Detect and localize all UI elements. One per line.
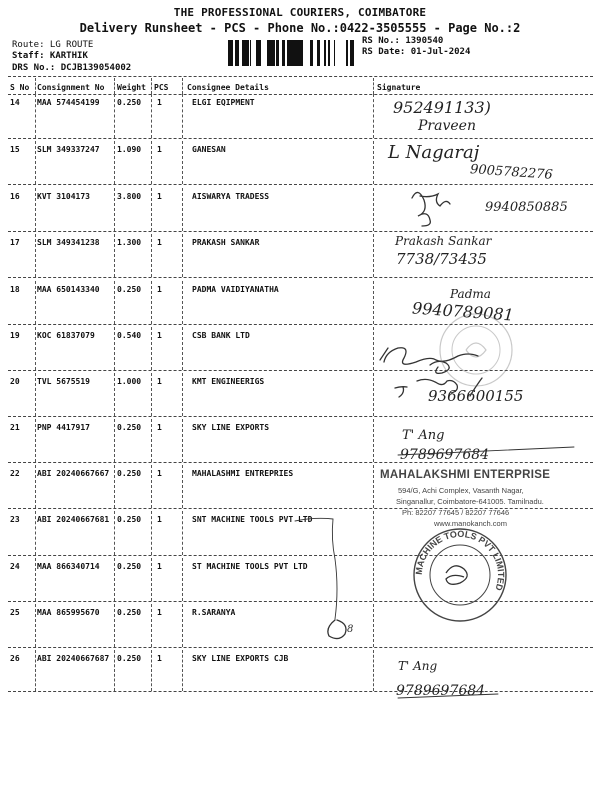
cell-sno: 22 — [10, 469, 20, 478]
col-divider — [151, 188, 152, 231]
col-divider — [114, 234, 115, 277]
cell-weight: 0.540 — [117, 331, 142, 340]
cell-weight: 0.250 — [117, 285, 142, 294]
cell-weight: 0.250 — [117, 654, 142, 663]
barcode-bar — [276, 40, 279, 66]
barcode-bar — [301, 40, 303, 66]
col-divider — [151, 234, 152, 277]
col-divider — [182, 78, 183, 94]
signature-text: L Nagaraj — [388, 142, 480, 163]
col-divider — [151, 604, 152, 647]
col-header-consignee: Consignee Details — [187, 83, 269, 92]
col-divider — [35, 373, 36, 416]
cell-consignment: ABI 20240667667 — [37, 469, 110, 478]
cell-sno: 17 — [10, 238, 20, 247]
col-divider — [151, 465, 152, 508]
signature-text: 7738/73435 — [396, 250, 487, 268]
barcode-bar — [310, 40, 313, 66]
cell-pcs: 1 — [157, 331, 162, 340]
barcode-bar — [350, 40, 351, 66]
col-divider — [114, 650, 115, 691]
cell-consignee: SNT MACHINE TOOLS PVT LTD — [192, 515, 313, 524]
cell-weight: 1.000 — [117, 377, 142, 386]
cell-consignment: MAA 865995670 — [37, 608, 100, 617]
barcode-bar — [334, 40, 335, 66]
col-divider — [35, 511, 36, 555]
cell-pcs: 1 — [157, 192, 162, 201]
col-divider — [35, 465, 36, 508]
barcode-bar — [232, 40, 233, 66]
cell-pcs: 1 — [157, 285, 162, 294]
col-divider — [35, 234, 36, 277]
cell-weight: 0.250 — [117, 98, 142, 107]
barcode-bar — [289, 40, 292, 66]
barcode-bar — [244, 40, 247, 66]
col-divider — [114, 141, 115, 184]
signature-text: T' Ang — [402, 428, 445, 443]
stamp-name: MAHALAKSHMI ENTERPRISE — [380, 469, 551, 481]
col-divider — [373, 604, 374, 647]
barcode-bar — [259, 40, 261, 66]
cell-sno: 18 — [10, 285, 20, 294]
barcode-bar — [258, 40, 259, 66]
cell-pcs: 1 — [157, 654, 162, 663]
cell-sno: 14 — [10, 98, 20, 107]
signature-text: Prakash Sankar — [395, 234, 492, 248]
col-divider — [182, 141, 183, 184]
signature-text: 9789697684 — [396, 683, 486, 699]
barcode-bar — [247, 40, 249, 66]
col-divider — [182, 465, 183, 508]
cell-weight: 0.250 — [117, 562, 142, 571]
row-rule — [8, 184, 593, 185]
barcode-bar — [296, 40, 299, 66]
col-divider — [114, 558, 115, 601]
cell-consignee: GANESAN — [192, 145, 226, 154]
barcode-bar — [287, 40, 289, 66]
cell-consignee: CSB BANK LTD — [192, 331, 250, 340]
signature-text: 9789697684 — [400, 447, 490, 463]
col-header-sno: S No — [10, 83, 30, 92]
col-divider — [35, 141, 36, 184]
col-header-signature: Signature — [377, 83, 421, 92]
col-divider — [35, 604, 36, 647]
col-divider — [114, 78, 115, 94]
cell-consignment: SLM 349337247 — [37, 145, 100, 154]
col-divider — [182, 511, 183, 555]
cell-sno: 26 — [10, 654, 20, 663]
stamp-line: www.manokanch.com — [434, 519, 507, 528]
cell-consignee: ELGI EQIPMENT — [192, 98, 255, 107]
col-divider — [373, 78, 374, 94]
barcode-bar — [272, 40, 275, 66]
cell-consignee: PRAKASH SANKAR — [192, 238, 260, 247]
col-header-consignment: Consignment No — [37, 83, 105, 92]
pen-mark — [328, 620, 346, 639]
col-divider — [151, 373, 152, 416]
cell-consignment: MAA 574454199 — [37, 98, 100, 107]
col-divider — [114, 604, 115, 647]
col-divider — [35, 327, 36, 370]
barcode-bar — [299, 40, 301, 66]
cell-sno: 23 — [10, 515, 20, 524]
barcode-bar — [324, 40, 326, 66]
cell-pcs: 1 — [157, 145, 162, 154]
col-divider — [182, 188, 183, 231]
row-rule — [8, 647, 593, 648]
col-divider — [373, 141, 374, 184]
col-divider — [182, 373, 183, 416]
col-divider — [373, 558, 374, 601]
col-divider — [373, 188, 374, 231]
route-label: Route: LG ROUTE — [12, 40, 94, 50]
cell-consignment: MAA 650143340 — [37, 285, 100, 294]
signature-scribble — [420, 194, 450, 206]
barcode-bar — [256, 40, 258, 66]
cell-weight: 1.090 — [117, 145, 142, 154]
watermark-seal — [436, 310, 516, 390]
barcode-bar — [228, 40, 230, 66]
cell-consignment: PNP 4417917 — [37, 423, 90, 432]
col-divider — [151, 511, 152, 555]
signature-text: T' Ang — [398, 659, 438, 673]
barcode-bar — [351, 40, 354, 66]
col-divider — [182, 650, 183, 691]
col-divider — [114, 465, 115, 508]
col-divider — [114, 419, 115, 462]
cell-consignment: KVT 3104173 — [37, 192, 90, 201]
cell-sno: 24 — [10, 562, 20, 571]
col-divider — [151, 650, 152, 691]
barcode-bar — [328, 40, 329, 66]
signature-text: 9940850885 — [485, 200, 568, 215]
cell-consignment: SLM 349341238 — [37, 238, 100, 247]
col-divider — [35, 188, 36, 231]
cell-sno: 21 — [10, 423, 20, 432]
pen-mark: 8 — [347, 624, 354, 635]
row-rule — [8, 138, 593, 139]
signature-text: 9366600155 — [428, 387, 524, 405]
barcode-bar — [329, 40, 330, 66]
col-divider — [182, 281, 183, 324]
rs-date: RS Date: 01-Jul-2024 — [362, 47, 471, 57]
drs-number: DRS No.: DCJB139054002 — [12, 63, 132, 73]
signature-text: Praveen — [418, 118, 476, 134]
cell-consignee: PADMA VAIDIYANATHA — [192, 285, 279, 294]
barcode-bar — [230, 40, 232, 66]
stamp-line: 594/G, Achi Complex, Vasanth Nagar, — [398, 486, 524, 495]
cell-pcs: 1 — [157, 515, 162, 524]
cell-pcs: 1 — [157, 469, 162, 478]
cell-consignment: KOC 61837079 — [37, 331, 95, 340]
cell-pcs: 1 — [157, 423, 162, 432]
cell-consignment: MAA 866340714 — [37, 562, 100, 571]
cell-sno: 16 — [10, 192, 20, 201]
col-divider — [35, 281, 36, 324]
col-divider — [373, 373, 374, 416]
cell-consignment: ABI 20240667681 — [37, 515, 110, 524]
row-rule — [8, 416, 593, 417]
table-header-rule — [8, 94, 593, 95]
barcode-bar — [242, 40, 244, 66]
barcode-bar — [292, 40, 295, 66]
cell-sno: 20 — [10, 377, 20, 386]
barcode-bar — [282, 40, 285, 66]
col-divider — [114, 327, 115, 370]
col-divider — [35, 78, 36, 94]
cell-sno: 19 — [10, 331, 20, 340]
signature-text: 952491133) — [393, 98, 491, 117]
cell-weight: 0.250 — [117, 423, 142, 432]
signature-text: Padma — [450, 287, 491, 301]
barcode-bar — [238, 40, 239, 66]
col-header-weight: Weight — [117, 83, 146, 92]
cell-pcs: 1 — [157, 238, 162, 247]
col-divider — [151, 141, 152, 184]
col-divider — [373, 650, 374, 691]
cell-consignee: ST MACHINE TOOLS PVT LTD — [192, 562, 308, 571]
col-divider — [373, 327, 374, 370]
cell-consignee: R.SARANYA — [192, 608, 236, 617]
col-divider — [151, 419, 152, 462]
signature-scribble — [412, 192, 430, 226]
cell-sno: 25 — [10, 608, 20, 617]
row-rule — [8, 277, 593, 278]
barcode-bar — [346, 40, 348, 66]
table-top-rule — [8, 76, 593, 77]
staff-label: Staff: KARTHIK — [12, 51, 88, 61]
col-divider — [182, 558, 183, 601]
col-divider — [151, 327, 152, 370]
cell-pcs: 1 — [157, 562, 162, 571]
col-divider — [114, 94, 115, 138]
barcode-bar — [295, 40, 296, 66]
barcode-bar — [235, 40, 238, 66]
barcode — [228, 40, 356, 66]
row-rule — [8, 691, 593, 692]
stamp-line: Singanallur, Coimbatore-641005. Tamilnadu. — [396, 497, 544, 506]
document-subtitle: Delivery Runsheet - PCS - Phone No.:0422-3505555 - Page No.:2 — [79, 21, 521, 35]
barcode-bar — [269, 40, 272, 66]
col-divider — [151, 558, 152, 601]
col-divider — [373, 419, 374, 462]
row-rule — [8, 231, 593, 232]
col-divider — [182, 604, 183, 647]
stamp-line: Ph: 82207 77645 / 82207 77646 — [402, 508, 510, 517]
col-header-pcs: PCS — [154, 83, 169, 92]
col-divider — [182, 327, 183, 370]
col-divider — [35, 558, 36, 601]
col-divider — [114, 281, 115, 324]
machine-tools-seal — [410, 525, 510, 625]
col-divider — [182, 419, 183, 462]
col-divider — [114, 373, 115, 416]
signature-text: 9005782276 — [469, 162, 554, 183]
col-divider — [182, 94, 183, 138]
col-divider — [114, 511, 115, 555]
cell-sno: 15 — [10, 145, 20, 154]
cell-consignee: SKY LINE EXPORTS CJB — [192, 654, 289, 663]
barcode-bar — [267, 40, 269, 66]
cell-weight: 0.250 — [117, 608, 142, 617]
cell-consignment: TVL 5675519 — [37, 377, 90, 386]
col-divider — [373, 234, 374, 277]
cell-consignee: SKY LINE EXPORTS — [192, 423, 270, 432]
col-divider — [151, 94, 152, 138]
cell-weight: 1.300 — [117, 238, 142, 247]
cell-consignee: MAHALASHMI ENTREPRIES — [192, 469, 294, 478]
document-title: THE PROFESSIONAL COURIERS, COIMBATORE — [173, 6, 427, 19]
cell-pcs: 1 — [157, 377, 162, 386]
cell-pcs: 1 — [157, 98, 162, 107]
col-divider — [114, 188, 115, 231]
col-divider — [373, 94, 374, 138]
cell-weight: 0.250 — [117, 515, 142, 524]
seal-text: MACHINE TOOLS PVT LIMITED — [413, 528, 507, 592]
col-divider — [151, 78, 152, 94]
cell-consignment: ABI 20240667687 — [37, 654, 110, 663]
col-divider — [151, 281, 152, 324]
cell-weight: 0.250 — [117, 469, 142, 478]
cell-consignee: AISWARYA TRADESS — [192, 192, 270, 201]
signature-text: 9940789081 — [411, 298, 515, 325]
cell-consignee: KMT ENGINEERIGS — [192, 377, 265, 386]
cell-weight: 3.800 — [117, 192, 142, 201]
col-divider — [35, 419, 36, 462]
cell-pcs: 1 — [157, 608, 162, 617]
barcode-bar — [250, 40, 251, 66]
col-divider — [182, 234, 183, 277]
col-divider — [373, 281, 374, 324]
col-divider — [35, 650, 36, 691]
col-divider — [35, 94, 36, 138]
barcode-bar — [317, 40, 320, 66]
row-rule — [8, 462, 593, 463]
rs-number: RS No.: 1390540 — [362, 36, 444, 46]
